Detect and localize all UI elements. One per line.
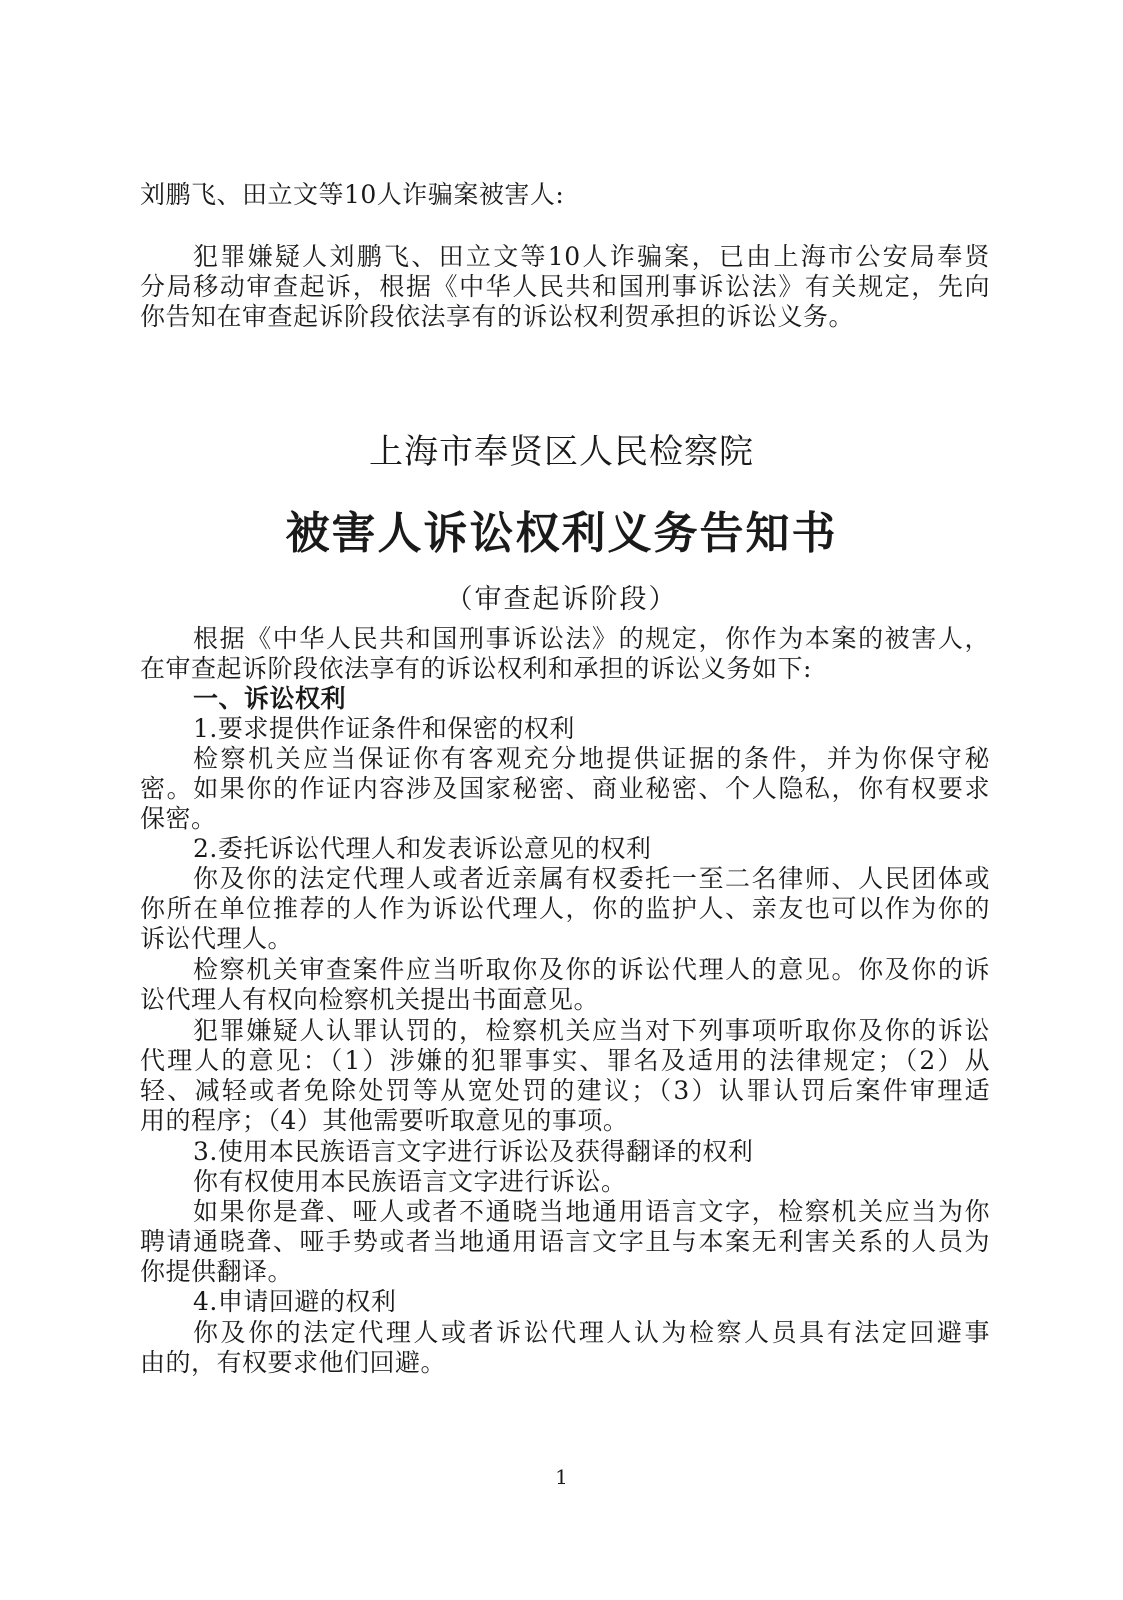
body-line: 代理人的意见：（1）涉嫌的犯罪事实、罪名及适用的法律规定；（2）从 [140,1046,990,1075]
document-title: 被害人诉讼权利义务告知书 [285,508,838,559]
intro-line: 分局移动审查起诉，根据《中华人民共和国刑事诉讼法》有关规定，先向 [140,272,990,301]
body-line: 如果你是聋、哑人或者不通晓当地通用语言文字，检察机关应当为你 [193,1197,990,1226]
organization-name: 上海市奉贤区人民检察院 [369,432,754,472]
right-2-heading: 2.委托诉讼代理人和发表诉讼意见的权利 [193,834,652,863]
body-line: 轻、减轻或者免除处罚等从宽处罚的建议；（3）认罪认罚后案件审理适 [140,1076,990,1105]
body-line: 检察机关审查案件应当听取你及你的诉讼代理人的意见。你及你的诉 [193,955,990,984]
preamble-line: 根据《中华人民共和国刑事诉讼法》的规定，你作为本案的被害人， [193,624,990,653]
body-line: 你及你的法定代理人或者诉讼代理人认为检察人员具有法定回避事 [193,1318,990,1347]
body-line: 用的程序；（4）其他需要听取意见的事项。 [140,1106,629,1135]
body-line: 聘请通晓聋、哑手势或者当地通用语言文字且与本案无利害关系的人员为 [140,1227,990,1256]
body-line: 诉讼代理人。 [140,924,294,953]
body-line: 检察机关应当保证你有客观充分地提供证据的条件，并为你保守秘 [193,744,990,773]
preamble-line: 在审查起诉阶段依法享有的诉讼权利和承担的诉讼义务如下: [140,654,812,683]
right-1-heading: 1.要求提供作证条件和保密的权利 [193,714,575,743]
right-4-heading: 4.申请回避的权利 [193,1287,397,1316]
body-line: 密。如果你的作证内容涉及国家秘密、商业秘密、个人隐私，你有权要求 [140,774,990,803]
body-line: 犯罪嫌疑人认罪认罚的，检察机关应当对下列事项听取你及你的诉讼 [193,1016,990,1045]
document-stage: （审查起诉阶段） [445,584,678,615]
intro-line: 犯罪嫌疑人刘鹏飞、田立文等10人诈骗案，已由上海市公安局奉贤 [193,242,990,271]
right-3-heading: 3.使用本民族语言文字进行诉讼及获得翻译的权利 [193,1137,754,1166]
page-number: 1 [555,1465,568,1489]
intro-line: 你告知在审查起诉阶段依法享有的诉讼权利贺承担的诉讼义务。 [140,302,855,331]
section-heading: 一、诉讼权利 [193,684,347,713]
body-line: 讼代理人有权向检察机关提出书面意见。 [140,985,600,1014]
body-line: 你所在单位推荐的人作为诉讼代理人，你的监护人、亲友也可以作为你的 [140,894,990,923]
body-line: 由的，有权要求他们回避。 [140,1348,447,1377]
body-line: 你提供翻译。 [140,1257,294,1286]
addressee: 刘鹏飞、田立文等10人诈骗案被害人: [140,180,565,209]
body-line: 保密。 [140,804,217,833]
body-line: 你及你的法定代理人或者近亲属有权委托一至二名律师、人民团体或 [193,864,990,893]
body-line: 你有权使用本民族语言文字进行诉讼。 [193,1167,627,1196]
